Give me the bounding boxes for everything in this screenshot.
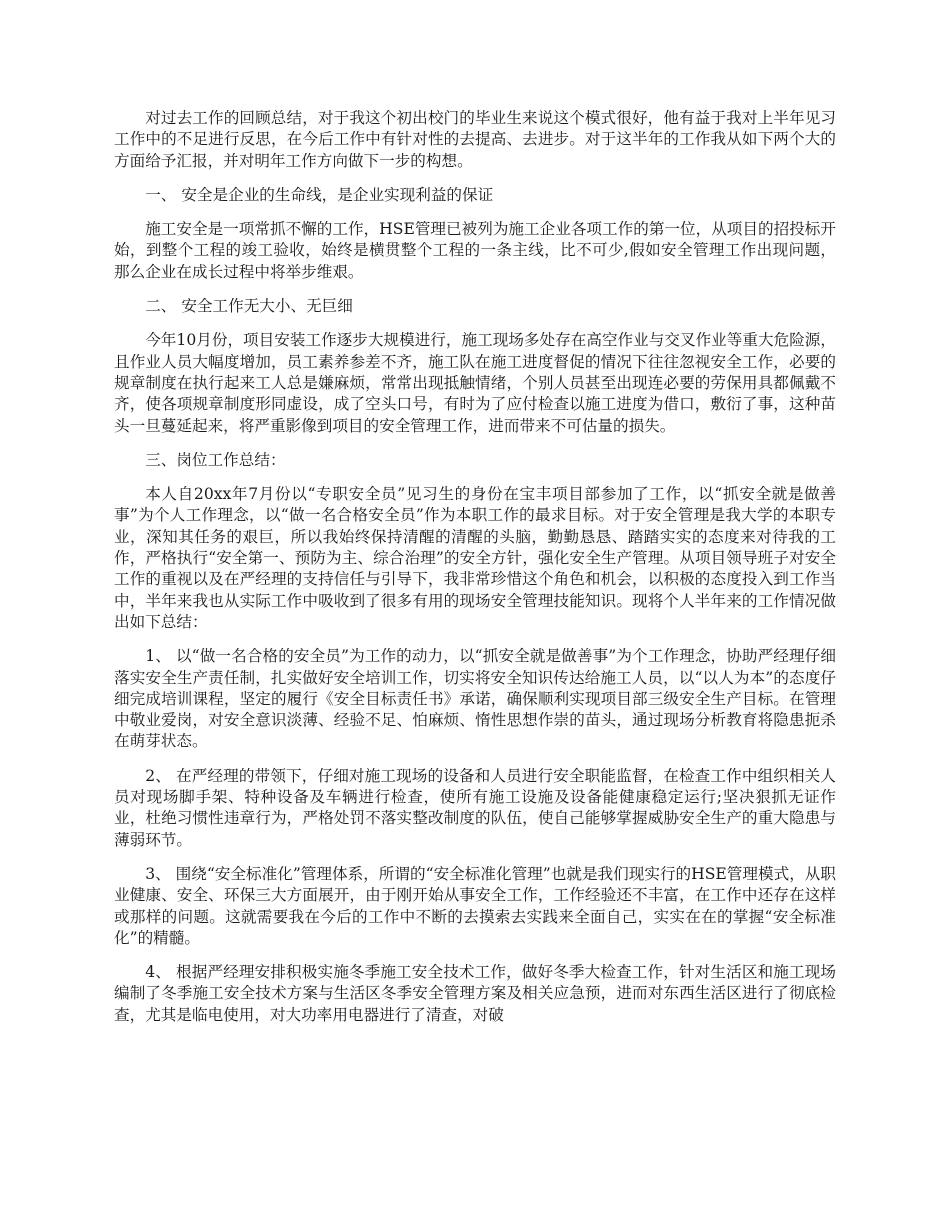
list-item-1: 1、 以“做一名合格的安全员”为工作的动力，以“抓安全就是做善事”为个工作理念，协助严经理仔细落实安全生产责任制，扎实做好安全培训工作，切实将安全知识传达给施工人员，以“以人为本”的态度仔细完成培训课程，坚定的履行《安全目标责任书》承诺，确保顺利实现项目部三级安全生产目标。在管理中敬业爱岗，对安全意识淡薄、经验不足、怕麻烦、惰性思想作崇的苗头，通过现场分析教育将隐患扼杀在萌芽状态。 xyxy=(114,647,836,751)
document-body xyxy=(114,108,836,1039)
list-item-3: 3、 围绕“安全标准化”管理体系，所谓的“安全标准化管理”也就是我们现实行的HSE管理模式，从职业健康、安全、环保三大方面展开，由于刚开始从事安全工作，工作经验还不丰富，在工作中还存在这样或那样的问题。这就需要我在今后的工作中不断的去摸索去实践来全面自己，实实在在的掌握“安全标准化”的精髓。 xyxy=(114,864,836,947)
intro-paragraph: 对过去工作的回顾总结，对于我这个初出校门的毕业生来说这个模式很好，他有益于我对上半年见习工作中的不足进行反思，在今后工作中有针对性的去提高、去进步。对于这半年的工作我从如下两个大的方面给予汇报，并对明年工作方向做下一步的构想。 xyxy=(114,109,836,170)
list-item-2: 2、 在严经理的带领下，仔细对施工现场的设备和人员进行安全职能监督，在检查工作中组织相关人员对现场脚手架、特种设备及车辆进行检查，使所有施工设施及设备能健康稳定运行;坚决狠抓无证作业，杜绝习惯性违章行为，严格处罚不落实整改制度的队伍，使自己能够掌握威胁安全生产的重大隐患与薄弱环节。 xyxy=(114,766,836,849)
list-item-4: 4、 根据严经理安排积极实施冬季施工安全技术工作，做好冬季大检查工作，针对生活区和施工现场编制了冬季施工安全技术方案与生活区冬季安全管理方案及相关应急预，进而对东西生活区进行了彻底检查，尤其是临电使用，对大功率用电器进行了清查，对破 xyxy=(114,963,836,1024)
section-heading-2: 二、 安全工作无大小、无巨细 xyxy=(145,297,353,316)
section-heading-1: 一、 安全是企业的生命线，是企业实现利益的保证 xyxy=(145,185,494,204)
section-heading-3: 三、岗位工作总结： xyxy=(145,450,286,469)
section-1-paragraph: 施工安全是一项常抓不懈的工作，HSE管理已被列为施工企业各项工作的第一位，从项目的招投标开始，到整个工程的竣工验收，始终是横贯整个工程的一条主线，比不可少,假如安全管理工作出现问题，那么企业在成长过程中将举步维艰。 xyxy=(114,220,836,281)
section-2-paragraph: 今年10月份，项目安装工作逐步大规模进行，施工现场多处存在高空作业与交叉作业等重大危险源，且作业人员大幅度增加，员工素养参差不齐，施工队在施工进度督促的情况下往往忽视安全工作，必要的规章制度在执行起来工人总是嫌麻烦，常常出现抵触情绪，个别人员甚至出现连必要的劳保用具都佩戴不齐，使各项规章制度形同虚设，成了空头口号，有时为了应付检查以施工进度为借口，敷衍了事，这种苗头一旦蔓延起来，将严重影像到项目的安全管理工作，进而带来不可估量的损失。 xyxy=(114,331,836,435)
section-3-paragraph: 本人自20xx年7月份以“专职安全员”见习生的身份在宝丰项目部参加了工作，以“抓安全就是做善事”为个人工作理念，以“做一名合格安全员”作为本职工作的最求目标。对于安全管理是我大学的本职专业，深知其任务的艰巨，所以我始终保持清醒的清醒的头脑，勤勤恳恳、踏踏实实的态度来对待我的工作，严格执行“安全第一、预防为主、综合治理”的安全方针，强化安全生产管理。从项目领导班子对安全工作的重视以及在严经理的支持信任与引导下，我非常珍惜这个角色和机会，以积极的态度投入到工作当中，半年来我也从实际工作中吸收到了很多有用的现场安全管理技能知识。现将个人半年来的工作情况做出如下总结： xyxy=(114,485,836,631)
